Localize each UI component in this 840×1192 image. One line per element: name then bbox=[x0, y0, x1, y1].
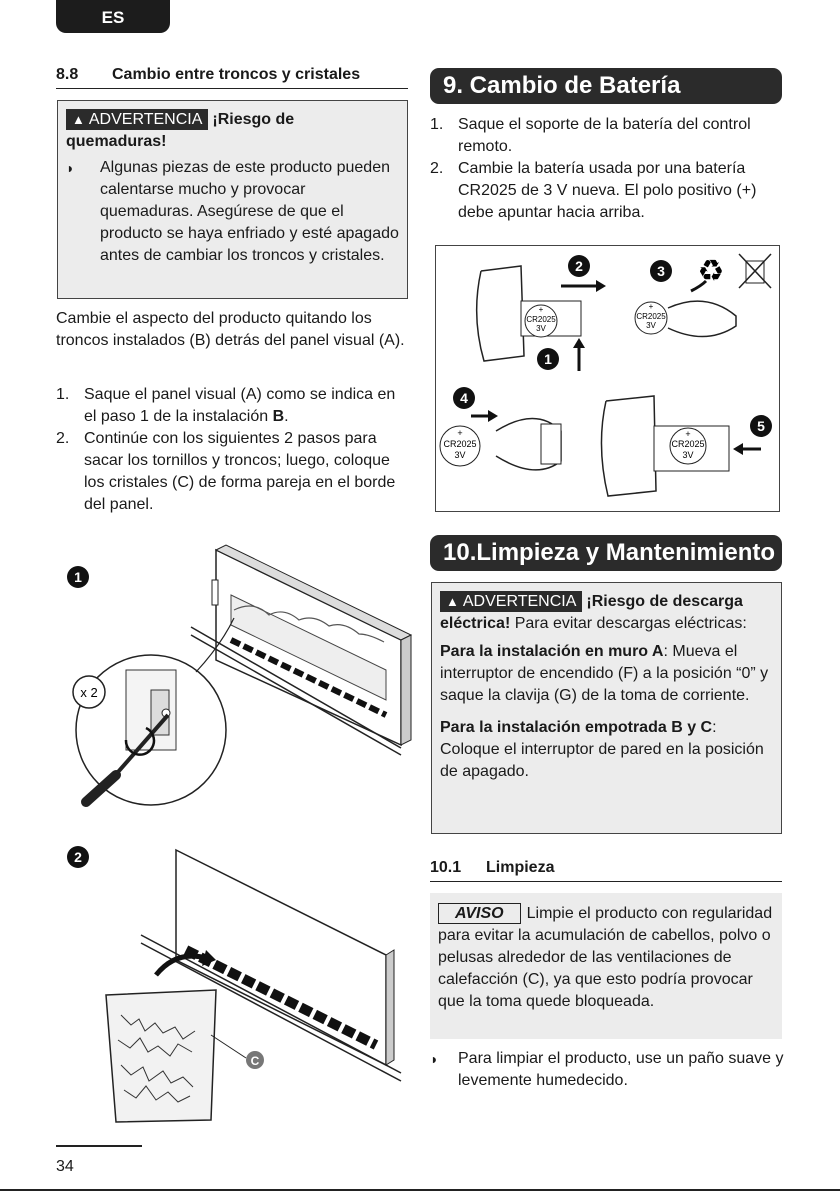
warning-triangle-icon-2: ▲ bbox=[446, 594, 459, 609]
svg-text:CR2025: CR2025 bbox=[526, 315, 556, 324]
battery-diagram bbox=[435, 245, 780, 512]
section-9-title: 9. Cambio de Batería bbox=[430, 68, 782, 104]
svg-text:+: + bbox=[648, 302, 654, 311]
subsection-heading-8-8 bbox=[56, 66, 360, 84]
bullet-icon: ◗ bbox=[66, 160, 75, 176]
figure-glass-insertion bbox=[56, 840, 416, 1130]
section-10-title: 10.Limpieza y Mantenimiento bbox=[430, 535, 782, 571]
warning-badge-2: ▲ ADVERTENCIA bbox=[440, 591, 582, 612]
notice-badge: AVISO bbox=[438, 903, 521, 924]
svg-text:3V: 3V bbox=[454, 450, 466, 460]
warning-bullet: ◗ Algunas piezas de este producto pueden calentarse mucho y provocar quemaduras. Asegúrese de que el producto se haya enfriado y esté apagado antes de cambiar los troncos y cristales. bbox=[66, 159, 399, 264]
svg-text:3V: 3V bbox=[536, 324, 546, 333]
page-number: 34 bbox=[56, 1158, 74, 1175]
warning-box-electric bbox=[431, 582, 782, 834]
warning2-header: ▲ ADVERTENCIA ¡Riesgo de descarga eléctrica! Para evitar descargas eléctricas: bbox=[440, 593, 747, 632]
battery-step-2: 2. Cambie la batería usada por una batería CR2025 de 3 V nueva. El polo positivo (+) debe apuntar hacia arriba. bbox=[430, 160, 757, 221]
svg-text:CR2025: CR2025 bbox=[636, 312, 666, 321]
bullet-icon-2: ◗ bbox=[430, 1051, 439, 1067]
svg-text:CR2025: CR2025 bbox=[443, 439, 477, 449]
svg-text:x 2: x 2 bbox=[80, 685, 98, 700]
no-trash-icon bbox=[739, 254, 771, 288]
warning-title-2: quemaduras! bbox=[66, 133, 167, 150]
battery-steps bbox=[430, 114, 782, 224]
svg-text:3V: 3V bbox=[646, 321, 656, 330]
recycle-icon: ♻ bbox=[697, 254, 725, 289]
subsection-number: 8.8 bbox=[56, 66, 79, 83]
svg-text:2: 2 bbox=[74, 849, 82, 865]
svg-text:+: + bbox=[685, 429, 691, 439]
warning-title-1: ¡Riesgo de bbox=[212, 111, 295, 128]
subsection-heading-10-1: 10.1 Limpieza bbox=[430, 859, 555, 876]
step-2: 2. Continúe con los siguientes 2 pasos para sacar los tornillos y troncos; luego, coloque los cristales (C) de forma pareja en el borde del panel. bbox=[56, 430, 396, 513]
notice-box: AVISO Limpie el producto con regularidad para evitar la acumulación de cabellos, polvo o pelusas alrededor de las ventilaciones de calefacción (C), ya que esto podría provocar que la toma quede bloqueada. bbox=[430, 893, 782, 1039]
heading-rule-2 bbox=[430, 881, 782, 882]
steps-list bbox=[56, 384, 401, 516]
warning2-wall: Para la instalación en muro A: Mueva el interruptor de encendido (F) a la posición “0” y saque la clavija (G) de la toma de corriente. bbox=[440, 643, 769, 704]
svg-text:3V: 3V bbox=[682, 450, 694, 460]
svg-text:5: 5 bbox=[757, 418, 765, 434]
svg-text:1: 1 bbox=[74, 569, 82, 585]
heading-rule bbox=[56, 88, 408, 89]
warning-box-burns bbox=[57, 100, 408, 299]
glass-bag bbox=[106, 990, 216, 1122]
bottom-border bbox=[0, 1189, 840, 1191]
svg-text:1: 1 bbox=[544, 351, 552, 367]
language-tab: ES bbox=[56, 0, 170, 33]
warning-triangle-icon: ▲ bbox=[72, 112, 85, 127]
svg-text:CR2025: CR2025 bbox=[671, 439, 705, 449]
footer-rule bbox=[56, 1145, 142, 1147]
svg-text:3: 3 bbox=[657, 263, 665, 279]
svg-text:+: + bbox=[457, 428, 463, 438]
figure-screw-removal bbox=[56, 540, 416, 830]
battery-step-1: 1. Saque el soporte de la batería del control remoto. bbox=[430, 116, 751, 155]
cleaning-bullet: ◗ Para limpiar el producto, use un paño suave y levemente humedecido. bbox=[430, 1050, 784, 1089]
svg-text:4: 4 bbox=[460, 390, 468, 406]
subsection-title: Cambio entre troncos y cristales bbox=[112, 66, 361, 83]
step-1: 1. Saque el panel visual (A) como se indica en el paso 1 de la instalación B. bbox=[56, 386, 396, 425]
warning2-recessed: Para la instalación empotrada B y C: Coloque el interruptor de pared en la posición de apagado. bbox=[440, 719, 764, 780]
svg-text:+: + bbox=[538, 305, 544, 314]
warning-badge: ▲ ADVERTENCIA bbox=[66, 109, 208, 130]
intro-paragraph: Cambie el aspecto del producto quitando los troncos instalados (B) detrás del panel visual (A). bbox=[56, 310, 405, 349]
svg-text:2: 2 bbox=[575, 258, 583, 274]
svg-text:C: C bbox=[250, 1054, 260, 1068]
